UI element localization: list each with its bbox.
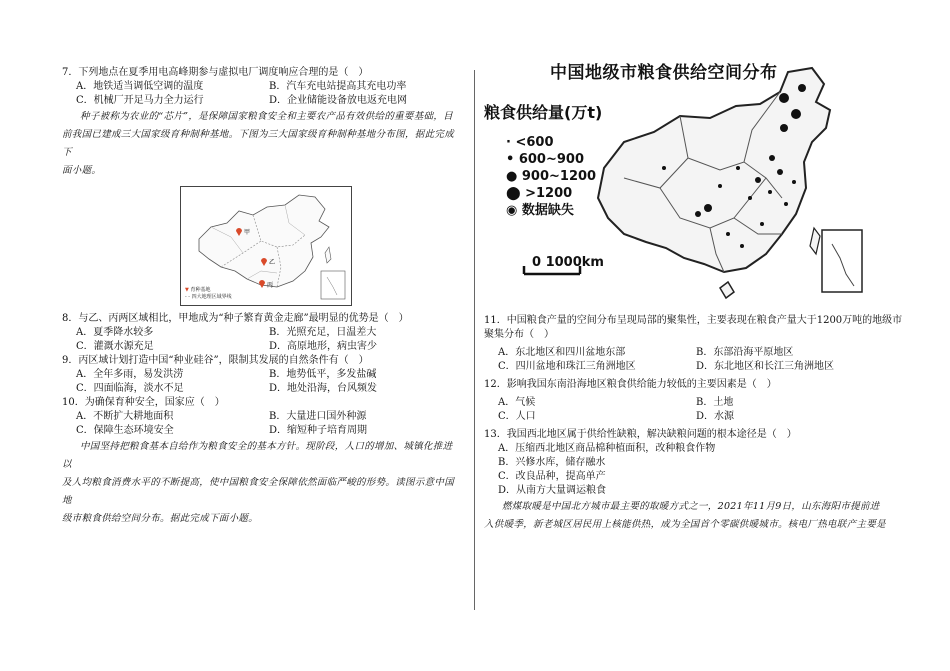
seed-map-legend-base: 育种基地 bbox=[190, 287, 211, 293]
dot-small bbox=[784, 202, 788, 206]
dot-small bbox=[662, 166, 666, 170]
boundary-line-icon: - - bbox=[185, 294, 190, 300]
legend-label-900-1200: 900~1200 bbox=[521, 169, 597, 184]
dot-small bbox=[792, 180, 796, 184]
q13-option-a: A．压缩西北地区商品棉种植面积，改种粮食作物 bbox=[498, 443, 716, 454]
q11-option-a: A．东北地区和四川盆地东部 bbox=[498, 347, 626, 358]
seed-base-map bbox=[180, 186, 352, 306]
intro-seed-paragraph bbox=[62, 108, 462, 180]
q12-stem: 12．影响我国东南沿海地区粮食供给能力较低的主要因素是（ ） bbox=[484, 379, 777, 390]
intro-grain-line-2: 及人均粮食消费水平的不断提高，使中国粮食安全保障依然面临严峻的形势。读图示意中国地 bbox=[62, 477, 455, 506]
q8-option-c: C．灌溉水源充足 bbox=[76, 341, 154, 352]
q10-stem: 10．为确保育种安全，国家应（ ） bbox=[62, 397, 225, 408]
dot-900 bbox=[798, 84, 806, 92]
q13-stem: 13．我国西北地区属于供给性缺粮，解决缺粮问题的根本途径是（ ） bbox=[484, 429, 797, 440]
seed-map-legend-item-base bbox=[185, 287, 232, 294]
grain-supply-map bbox=[484, 58, 894, 308]
seed-base-marker-bing bbox=[259, 280, 265, 288]
intro-heating-line-2: 入供暖季，新老城区居民用上核能供热，成为全国首个零碳供暖城市。核电厂热电联产主要是 bbox=[484, 519, 886, 530]
grain-map-legend-title: 粮食供给量(万t) bbox=[484, 103, 603, 122]
q11-option-c: C．四川盆地和珠江三角洲地区 bbox=[498, 361, 636, 372]
q9-option-c: C．四面临海，淡水不足 bbox=[76, 383, 184, 394]
intro-heating-paragraph bbox=[484, 498, 894, 534]
q12-option-b: B．土地 bbox=[696, 397, 734, 408]
q10-option-c: C．保障生态环境安全 bbox=[76, 425, 174, 436]
q10-options bbox=[62, 410, 462, 438]
dot-small bbox=[718, 184, 722, 188]
marker-icon: ▼ bbox=[185, 287, 189, 293]
q11-stem-continued: 聚集分布（ ） bbox=[484, 329, 554, 340]
scale-zero: 0 bbox=[532, 255, 542, 270]
seed-map-legend-boundary: 四大地理区域界线 bbox=[191, 294, 232, 300]
q9-option-a: A．全年多雨，易发洪涝 bbox=[76, 369, 184, 380]
dot-600 bbox=[695, 211, 701, 217]
dot-small bbox=[736, 166, 740, 170]
scale-distance: 1000km bbox=[545, 255, 604, 270]
legend-label-gt1200: >1200 bbox=[525, 186, 573, 201]
legend-item-600-900 bbox=[506, 151, 596, 168]
q7-stem: 7．下列地点在夏季用电高峰期参与虚拟电厂调度响应合理的是（ ） bbox=[62, 67, 369, 78]
q7-option-d: D．企业储能设备放电返充电网 bbox=[269, 95, 408, 106]
dot-600 bbox=[777, 169, 783, 175]
intro-heating-line-1: 燃煤取暖是中国北方城市最主要的取暖方式之一，2021年11月9日，山东海阳市提前进 bbox=[502, 501, 880, 512]
q8-option-a: A．夏季降水较多 bbox=[76, 327, 154, 338]
q13-option-d: D．从南方大量调运粮食 bbox=[498, 485, 607, 496]
legend-item-900-1200 bbox=[506, 168, 596, 185]
legend-item-gt1200 bbox=[506, 185, 596, 202]
q9-option-b: B．地势低平，多发盐碱 bbox=[269, 369, 377, 380]
dot-small bbox=[748, 196, 752, 200]
q8-option-d: D．高原地形，病虫害少 bbox=[269, 341, 378, 352]
q10-option-d: D．缩短种子培育周期 bbox=[269, 425, 368, 436]
dot-600 bbox=[755, 177, 761, 183]
map-label-bing: 丙 bbox=[267, 282, 274, 289]
dot-small bbox=[726, 232, 730, 236]
q13-option-b: B．兴修水库，储存融水 bbox=[498, 457, 606, 468]
q9-stem: 9．丙区域计划打造中国“种业硅谷”，限制其发展的自然条件有（ ） bbox=[62, 355, 369, 366]
dot-900 bbox=[780, 124, 788, 132]
q10-option-b: B．大量进口国外种源 bbox=[269, 411, 367, 422]
intro-grain-paragraph bbox=[62, 438, 462, 528]
q12-option-c: C．人口 bbox=[498, 411, 536, 422]
dot-900 bbox=[704, 204, 712, 212]
medium-dot-icon: • bbox=[506, 152, 515, 167]
q11-option-d: D．东北地区和长江三角洲地区 bbox=[696, 361, 835, 372]
dot-small bbox=[760, 222, 764, 226]
legend-label-600-900: 600~900 bbox=[518, 152, 585, 167]
xlarge-dot-icon: ⬤ bbox=[506, 186, 521, 201]
scale-label bbox=[532, 256, 604, 270]
q13-option-c: C．改良品种，提高单产 bbox=[498, 471, 606, 482]
grain-map-title: 中国地级市粮食供给空间分布 bbox=[550, 63, 778, 83]
q10-option-a: A．不断扩大耕地面积 bbox=[76, 411, 174, 422]
map-label-yi: 乙 bbox=[269, 259, 276, 266]
left-column bbox=[62, 66, 462, 528]
map-label-jia: 甲 bbox=[244, 229, 251, 236]
grain-map-legend bbox=[506, 134, 596, 219]
q11-option-b: B．东部沿海平原地区 bbox=[696, 347, 794, 358]
dot-small bbox=[768, 190, 772, 194]
q9-option-d: D．地处沿海，台风频发 bbox=[269, 383, 378, 394]
column-divider bbox=[474, 70, 475, 610]
q9-options bbox=[62, 368, 462, 396]
q12-option-a: A．气候 bbox=[498, 397, 536, 408]
intro-seed-line-1: 种子被称为农业的“芯片”，是保障国家粮食安全和主要农产品有效供给的重要基础，目 bbox=[80, 111, 453, 122]
missing-data-icon: ◉ bbox=[506, 203, 518, 218]
q7-option-b: B．汽车充电站提高其充电功率 bbox=[269, 81, 407, 92]
q12-option-d: D．水源 bbox=[696, 411, 735, 422]
intro-grain-line-1: 中国坚持把粮食基本自给作为粮食安全的基本方针。现阶段，人口的增加、城镇化推进以 bbox=[62, 441, 453, 470]
q8-options bbox=[62, 326, 462, 354]
small-dot-icon: · bbox=[506, 135, 511, 150]
seed-map-legend-item-boundary bbox=[185, 294, 232, 301]
q11-stem: 11．中国粮食产量的空间分布呈现局部的聚集性，主要表现在粮食产量大于1200万吨的地级市 bbox=[484, 315, 903, 326]
legend-label-missing: 数据缺失 bbox=[521, 203, 574, 218]
dot-1200 bbox=[779, 93, 789, 103]
q8-option-b: B．光照充足，日温差大 bbox=[269, 327, 377, 338]
q7-option-a: A．地铁适当调低空调的温度 bbox=[76, 81, 204, 92]
legend-label-lt600: <600 bbox=[515, 135, 554, 150]
intro-grain-line-3: 级市粮食供给空间分布。据此完成下面小题。 bbox=[62, 513, 259, 524]
right-column bbox=[484, 58, 903, 534]
seed-map-legend bbox=[185, 287, 232, 301]
q13-options bbox=[484, 442, 894, 498]
intro-seed-line-2: 前我国已建成三大国家级育种制种基地。下图为三大国家级育种制种基地分布图，据此完成下 bbox=[62, 129, 455, 158]
legend-item-missing bbox=[506, 202, 596, 219]
legend-item-lt600 bbox=[506, 134, 596, 151]
dot-small bbox=[740, 244, 744, 248]
q11-options bbox=[484, 346, 894, 374]
intro-seed-line-3: 面小题。 bbox=[62, 165, 102, 176]
dot-600 bbox=[769, 155, 775, 161]
q8-stem: 8．与乙、丙两区域相比，甲地成为“种子繁育黄金走廊”最明显的优势是（ ） bbox=[62, 313, 409, 324]
large-dot-icon: ● bbox=[506, 169, 518, 184]
q7-options bbox=[62, 80, 462, 108]
dot-1200 bbox=[791, 109, 801, 119]
q7-option-c: C．机械厂开足马力全力运行 bbox=[76, 95, 204, 106]
q12-options bbox=[484, 396, 894, 424]
